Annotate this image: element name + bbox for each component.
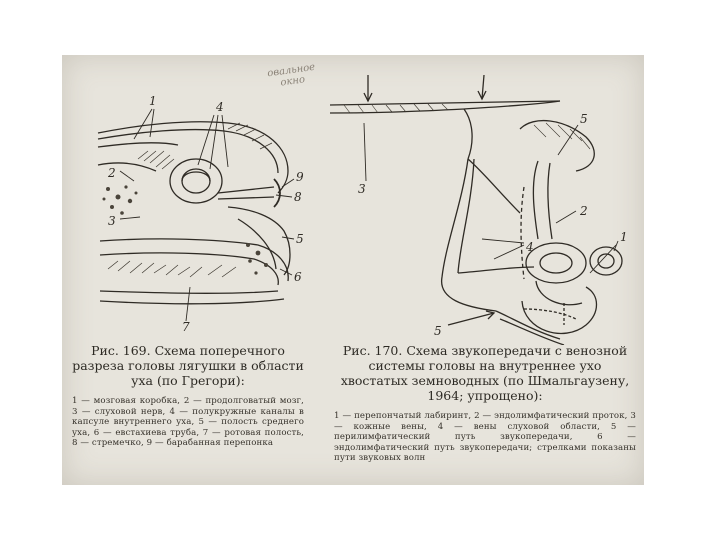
- label-2: 2: [580, 204, 588, 218]
- label-7: 7: [182, 320, 190, 334]
- label-2: 2: [108, 166, 116, 180]
- label-6: 6: [294, 270, 302, 284]
- label-8: 8: [294, 190, 302, 204]
- scanned-page: [62, 55, 644, 485]
- caption-figure-170: [334, 343, 636, 464]
- caption-figure-169: [72, 343, 304, 449]
- caption-title: Рис. 170. Схема звукопередачи с венозной системы головы на внутреннее ухо хвостатых земноводных (по Шмальгаузену, 1964; упрощено):: [340, 343, 630, 403]
- label-5-bottom: 5: [434, 324, 442, 338]
- figure-170-diagram: [324, 63, 642, 345]
- label-5: 5: [296, 232, 304, 246]
- label-1: 1: [620, 230, 628, 244]
- label-1: 1: [149, 94, 157, 108]
- label-4: 4: [216, 100, 224, 114]
- handwritten-note: овальное окно: [266, 61, 316, 89]
- sound-transmission-drawing: [324, 63, 642, 345]
- caption-legend: 1 — перепончатый лабиринт, 2 — эндолимфатический проток, 3 — кожные вены, 4 — вены слуховой области, 5 — перилимфатический путь звукопередачи, 6 — эндолимфатический путь звукопередачи; стрелками показаны пути звуковых волн: [334, 411, 636, 463]
- label-9: 9: [296, 170, 304, 184]
- label-4: 4: [526, 240, 534, 254]
- caption-legend: 1 — мозговая коробка, 2 — продолговатый мозг, 3 — слуховой нерв, 4 — полукружные каналы в капсуле внутреннего уха, 5 — полость среднего уха, 6 — евстахиева труба, 7 — ротовая полость, 8 — стремечко, 9 — барабанная перепонка: [72, 396, 304, 448]
- label-3: 3: [108, 214, 116, 228]
- label-5-top: 5: [580, 112, 588, 126]
- frog-head-section-drawing: [78, 69, 340, 334]
- caption-title: Рис. 169. Схема поперечного разреза головы лягушки в области уха (по Грегори):: [72, 343, 304, 388]
- figure-169-diagram: [78, 69, 340, 334]
- label-3: 3: [358, 182, 366, 196]
